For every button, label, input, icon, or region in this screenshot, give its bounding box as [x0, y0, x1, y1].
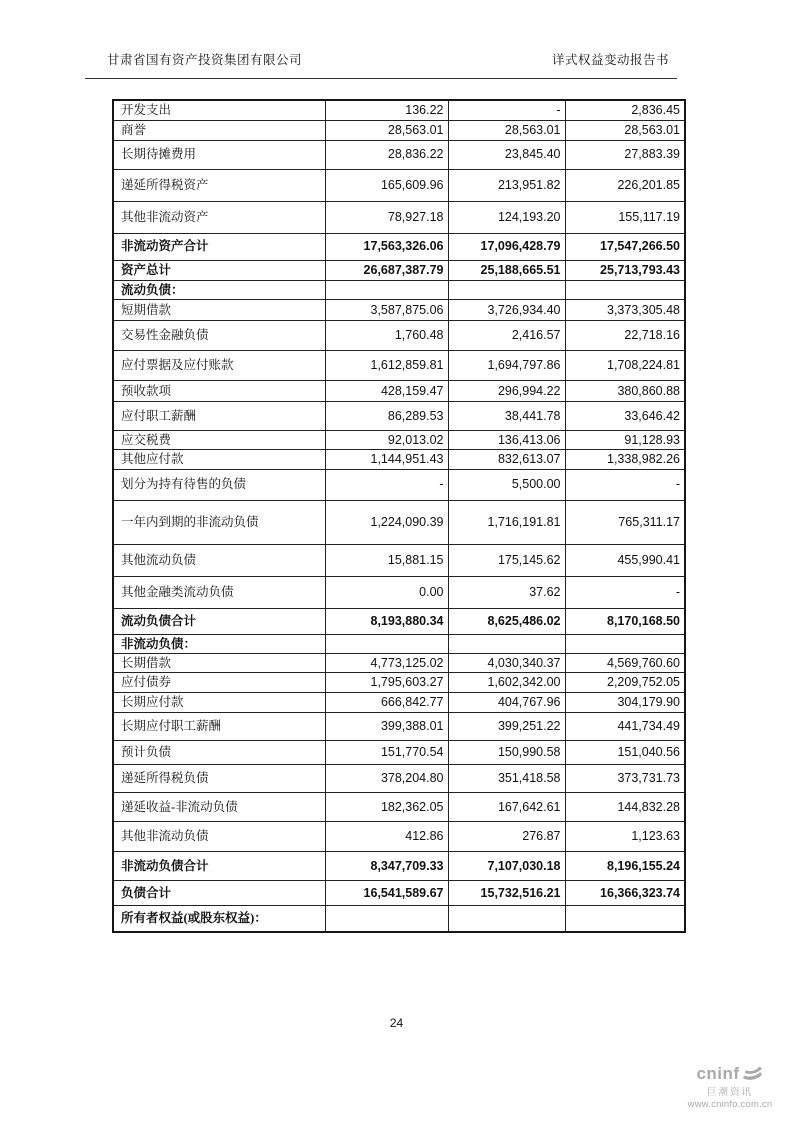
table-row: [113, 712, 685, 740]
cell-value: 28,563.01: [325, 120, 448, 140]
cell-value: 351,418.58: [448, 764, 565, 792]
cninfo-watermark: [675, 1063, 785, 1110]
cell-value: -: [448, 100, 565, 120]
balance-sheet-table-wrap: [112, 99, 686, 933]
cell-value: 1,612,859.81: [325, 350, 448, 380]
cell-value: 7,107,030.18: [448, 851, 565, 880]
cell-value: 1,602,342.00: [448, 673, 565, 692]
cell-value: 404,767.96: [448, 692, 565, 712]
table-row: [113, 851, 685, 880]
cell-value: [325, 280, 448, 299]
cell-value: 0.00: [325, 576, 448, 608]
row-label: 长期应付职工薪酬: [113, 712, 325, 740]
table-row: [113, 634, 685, 653]
cell-value: 8,196,155.24: [565, 851, 685, 880]
row-label: 其他流动负债: [113, 544, 325, 576]
cell-value: 441,734.49: [565, 712, 685, 740]
cell-value: 8,193,880.34: [325, 608, 448, 634]
cell-value: 167,642.61: [448, 792, 565, 821]
row-label: 资产总计: [113, 260, 325, 280]
table-row: [113, 764, 685, 792]
cell-value: [325, 905, 448, 932]
row-label: 其他非流动资产: [113, 201, 325, 233]
cell-value: 1,694,797.86: [448, 350, 565, 380]
table-row: [113, 500, 685, 544]
cninfo-swirl-icon: [742, 1063, 764, 1087]
cell-value: [448, 634, 565, 653]
cninfo-brand-text: cninf: [696, 1064, 740, 1084]
cell-value: 17,096,428.79: [448, 233, 565, 260]
row-label: 预收款项: [113, 380, 325, 401]
row-label: 长期应付款: [113, 692, 325, 712]
cell-value: 2,416.57: [448, 320, 565, 350]
header-report-title: 详式权益变动报告书: [551, 53, 669, 67]
table-row: [113, 673, 685, 692]
table-row: [113, 740, 685, 764]
cell-value: 8,625,486.02: [448, 608, 565, 634]
row-label: 递延收益-非流动负债: [113, 792, 325, 821]
cell-value: 175,145.62: [448, 544, 565, 576]
cell-value: [565, 634, 685, 653]
cell-value: 399,251.22: [448, 712, 565, 740]
cell-value: 4,773,125.02: [325, 654, 448, 673]
cell-value: 380,860.88: [565, 380, 685, 401]
table-row: [113, 821, 685, 851]
page-header: [85, 50, 677, 79]
cell-value: 1,123.63: [565, 821, 685, 851]
cell-value: 5,500.00: [448, 469, 565, 500]
cell-value: 412.86: [325, 821, 448, 851]
cell-value: 455,990.41: [565, 544, 685, 576]
cninfo-cn-name: 巨潮资讯: [706, 1086, 753, 1098]
table-row: [113, 401, 685, 430]
cell-value: -: [565, 469, 685, 500]
row-label: 划分为持有待售的负债: [113, 469, 325, 500]
cell-value: 8,347,709.33: [325, 851, 448, 880]
cell-value: 86,289.53: [325, 401, 448, 430]
cell-value: 428,159.47: [325, 380, 448, 401]
cell-value: 28,563.01: [448, 120, 565, 140]
page-number: 24: [389, 1016, 404, 1030]
cell-value: [448, 280, 565, 299]
cell-value: 27,883.39: [565, 140, 685, 169]
cell-value: -: [565, 576, 685, 608]
row-label: 一年内到期的非流动负债: [113, 500, 325, 544]
cell-value: 1,338,982.26: [565, 450, 685, 469]
cell-value: 213,951.82: [448, 169, 565, 201]
table-row: [113, 169, 685, 201]
table-row: [113, 692, 685, 712]
table-row: [113, 792, 685, 821]
cell-value: 28,836.22: [325, 140, 448, 169]
cell-value: 3,587,875.06: [325, 299, 448, 320]
cell-value: 151,770.54: [325, 740, 448, 764]
cell-value: 2,209,752.05: [565, 673, 685, 692]
row-label: 应付职工薪酬: [113, 401, 325, 430]
table-row: [113, 280, 685, 299]
cell-value: 3,726,934.40: [448, 299, 565, 320]
cell-value: 136.22: [325, 100, 448, 120]
cell-value: 25,188,665.51: [448, 260, 565, 280]
cell-value: [565, 280, 685, 299]
cell-value: [565, 905, 685, 932]
cell-value: 1,224,090.39: [325, 500, 448, 544]
cell-value: [325, 634, 448, 653]
cell-value: 15,881.15: [325, 544, 448, 576]
cell-value: 33,646.42: [565, 401, 685, 430]
table-row: [113, 350, 685, 380]
cell-value: 144,832.28: [565, 792, 685, 821]
row-label: 商誉: [113, 120, 325, 140]
cell-value: 150,990.58: [448, 740, 565, 764]
table-row: [113, 576, 685, 608]
cell-value: 151,040.56: [565, 740, 685, 764]
cell-value: 832,613.07: [448, 450, 565, 469]
cell-value: 37.62: [448, 576, 565, 608]
cell-value: 16,541,589.67: [325, 880, 448, 905]
cell-value: 17,563,326.06: [325, 233, 448, 260]
row-label: 流动负债：: [113, 280, 325, 299]
balance-sheet-table: [112, 99, 686, 933]
cell-value: 22,718.16: [565, 320, 685, 350]
cell-value: 25,713,793.43: [565, 260, 685, 280]
row-label: 应交税费: [113, 430, 325, 449]
table-row: [113, 450, 685, 469]
cell-value: 16,366,323.74: [565, 880, 685, 905]
cell-value: 399,388.01: [325, 712, 448, 740]
table-row: [113, 880, 685, 905]
row-label: 预计负债: [113, 740, 325, 764]
cell-value: 1,716,191.81: [448, 500, 565, 544]
header-company-name: 甘肃省国有资产投资集团有限公司: [107, 53, 303, 67]
cell-value: [448, 905, 565, 932]
table-row: [113, 120, 685, 140]
cell-value: 304,179.90: [565, 692, 685, 712]
table-row: [113, 905, 685, 932]
cell-value: 28,563.01: [565, 120, 685, 140]
row-label: 应付债券: [113, 673, 325, 692]
cell-value: -: [325, 469, 448, 500]
cell-value: 276.87: [448, 821, 565, 851]
row-label: 其他非流动负债: [113, 821, 325, 851]
row-label: 其他应付款: [113, 450, 325, 469]
row-label: 其他金融类流动负债: [113, 576, 325, 608]
cell-value: 378,204.80: [325, 764, 448, 792]
cell-value: 78,927.18: [325, 201, 448, 233]
row-label: 开发支出: [113, 100, 325, 120]
table-row: [113, 544, 685, 576]
table-row: [113, 140, 685, 169]
cell-value: 38,441.78: [448, 401, 565, 430]
table-row: [113, 654, 685, 673]
cell-value: 91,128.93: [565, 430, 685, 449]
row-label: 流动负债合计: [113, 608, 325, 634]
cell-value: 8,170,168.50: [565, 608, 685, 634]
cell-value: 165,609.96: [325, 169, 448, 201]
table-row: [113, 608, 685, 634]
cell-value: 124,193.20: [448, 201, 565, 233]
table-row: [113, 380, 685, 401]
cell-value: 4,569,760.60: [565, 654, 685, 673]
cell-value: 666,842.77: [325, 692, 448, 712]
table-row: [113, 469, 685, 500]
table-row: [113, 299, 685, 320]
cninfo-url: www.cninfo.com.cn: [687, 1099, 773, 1111]
table-row: [113, 100, 685, 120]
row-label: 递延所得税负债: [113, 764, 325, 792]
row-label: 应付票据及应付账款: [113, 350, 325, 380]
cell-value: 226,201.85: [565, 169, 685, 201]
cell-value: 182,362.05: [325, 792, 448, 821]
row-label: 长期待摊费用: [113, 140, 325, 169]
cell-value: 17,547,266.50: [565, 233, 685, 260]
cell-value: 26,687,387.79: [325, 260, 448, 280]
cell-value: 15,732,516.21: [448, 880, 565, 905]
cell-value: 23,845.40: [448, 140, 565, 169]
table-row: [113, 260, 685, 280]
row-label: 短期借款: [113, 299, 325, 320]
cell-value: 2,836.45: [565, 100, 685, 120]
row-label: 非流动资产合计: [113, 233, 325, 260]
row-label: 所有者权益(或股东权益)：: [113, 905, 325, 932]
table-row: [113, 430, 685, 449]
row-label: 长期借款: [113, 654, 325, 673]
table-row: [113, 201, 685, 233]
cell-value: 4,030,340.37: [448, 654, 565, 673]
cell-value: 373,731.73: [565, 764, 685, 792]
row-label: 交易性金融负债: [113, 320, 325, 350]
row-label: 非流动负债合计: [113, 851, 325, 880]
row-label: 递延所得税资产: [113, 169, 325, 201]
cell-value: 765,311.17: [565, 500, 685, 544]
row-label: 负债合计: [113, 880, 325, 905]
cell-value: 155,117.19: [565, 201, 685, 233]
table-row: [113, 320, 685, 350]
cell-value: 296,994.22: [448, 380, 565, 401]
table-row: [113, 233, 685, 260]
cell-value: 1,760.48: [325, 320, 448, 350]
cell-value: 3,373,305.48: [565, 299, 685, 320]
cell-value: 1,795,603.27: [325, 673, 448, 692]
cell-value: 1,708,224.81: [565, 350, 685, 380]
cell-value: 1,144,951.43: [325, 450, 448, 469]
cell-value: 92,013.02: [325, 430, 448, 449]
cell-value: 136,413.06: [448, 430, 565, 449]
row-label: 非流动负债：: [113, 634, 325, 653]
